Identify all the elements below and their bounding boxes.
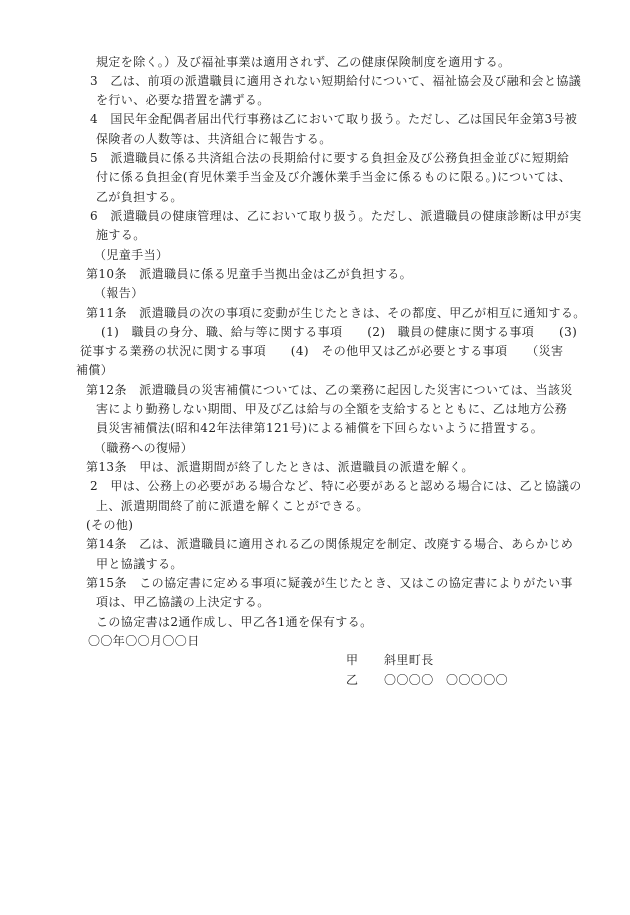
text-line: 3 乙は、前項の派遣職員に適用されない短期給付について、福祉協会及び融和会と協議: [90, 74, 582, 88]
text-line: 項は、甲乙協議の上決定する。: [96, 595, 270, 609]
text-line: 保険者の人数等は、共済組合に報告する。: [96, 132, 332, 146]
text-line: (1) 職員の身分、職、給与等に関する事項 (2) 職員の健康に関する事項 (3): [101, 325, 578, 339]
text-line: を行い、必要な措置を講ずる。: [96, 93, 270, 107]
section-heading: （職務への復帰）: [94, 441, 194, 455]
text-line: 付に係る負担金(育児休業手当金及び介護休業手当金に係るものに限る。)については、: [96, 170, 572, 184]
section-heading: （児童手当）: [94, 248, 169, 262]
signature-name-b: 〇〇〇〇 〇〇〇〇〇: [384, 673, 509, 687]
text-line: 害により勤務しない期間、甲及び乙は給与の全額を支給するとともに、乙は地方公務: [96, 402, 568, 416]
text-line: 規定を除く。）及び福祉事業は適用されず、乙の健康保険制度を適用する。: [96, 55, 511, 69]
document-date: 〇〇年〇〇月〇〇日: [88, 634, 200, 648]
section-heading: (その他): [86, 518, 134, 532]
text-line: 甲と協議する。: [96, 557, 183, 571]
article-line: 第13条 甲は、派遣期間が終了したときは、派遣職員の派遣を解く。: [86, 460, 474, 474]
section-heading: （報告）: [94, 286, 144, 300]
article-line: 第10条 派遣職員に係る児童手当拠出金は乙が負担する。: [86, 267, 413, 281]
text-line: 員災害補償法(昭和42年法律第121号)による補償を下回らないように措置する。: [96, 421, 544, 435]
text-line: 補償）: [76, 363, 114, 377]
text-line: この協定書は2通作成し、甲乙各1通を保有する。: [96, 615, 373, 629]
signature-party-a: 甲: [346, 653, 359, 667]
text-line: 乙が負担する。: [96, 190, 183, 204]
signature-name-a: 斜里町長: [384, 653, 434, 667]
text-line: 5 派遣職員に係る共済組合法の長期給付に要する負担金及び公務負担金並びに短期給: [90, 151, 570, 165]
text-line: 6 派遣職員の健康管理は、乙において取り扱う。ただし、派遣職員の健康診断は甲が実: [90, 209, 582, 223]
article-line: 第11条 派遣職員の次の事項に変動が生じたときは、その都度、甲乙が相互に通知する。: [86, 306, 586, 320]
text-line: 上、派遣期間終了前に派遣を解くことができる。: [96, 499, 369, 513]
text-line: 従事する業務の状況に関する事項 (4) その他甲又は乙が必要とする事項 （災害: [80, 344, 564, 358]
article-line: 第14条 乙は、派遣職員に適用される乙の関係規定を制定、改廃する場合、あらかじめ: [86, 537, 574, 551]
text-line: 2 甲は、公務上の必要がある場合など、特に必要があると認める場合には、乙と協議の: [90, 479, 582, 493]
text-line: 4 国民年金配偶者届出代行事務は乙において取り扱う。ただし、乙は国民年金第3号被: [90, 112, 578, 126]
signature-party-b: 乙: [346, 673, 359, 687]
article-line: 第15条 この協定書に定める事項に疑義が生じたとき、又はこの協定書によりがたい事: [86, 576, 573, 590]
article-line: 第12条 派遣職員の災害補償については、乙の業務に起因した災害については、当該災: [86, 383, 573, 397]
text-line: 施する。: [96, 228, 146, 242]
